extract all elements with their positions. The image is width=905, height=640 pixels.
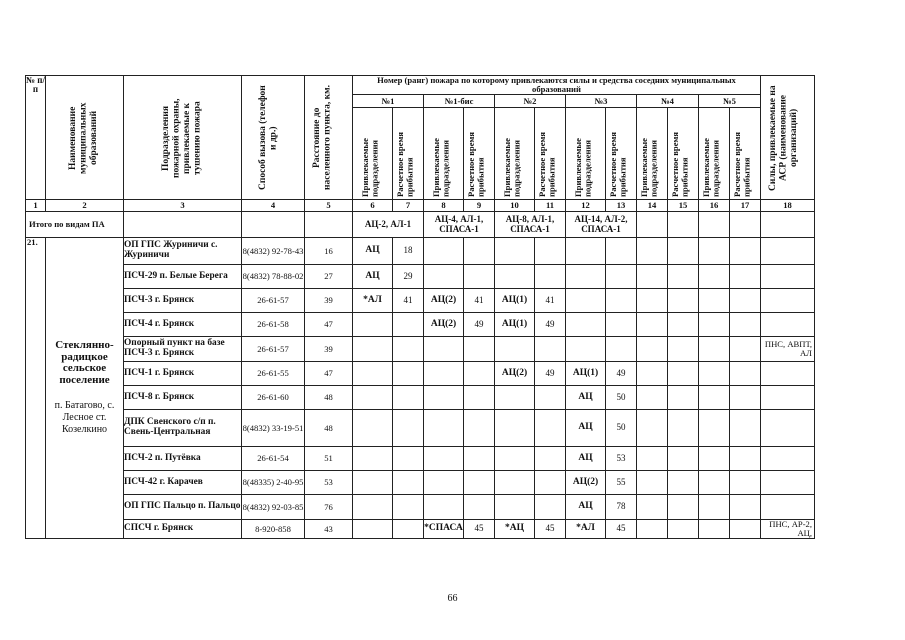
call-method: 8-920-858 (242, 520, 305, 539)
assigned-unit (566, 337, 606, 362)
assigned-unit (699, 447, 730, 471)
assigned-unit (699, 289, 730, 313)
rank-header-1: №1-бис (424, 95, 495, 108)
call-method: 8(48335) 2-40-95 (242, 471, 305, 495)
arrival-time (730, 386, 761, 410)
arrival-time (668, 495, 699, 520)
assigned-unit: *СПАСА (424, 520, 464, 539)
distance: 43 (305, 520, 353, 539)
arrival-time (464, 471, 495, 495)
assigned-unit (566, 313, 606, 337)
arrival-time: 50 (606, 410, 637, 447)
column-number: 8 (424, 200, 464, 212)
asr-forces (761, 313, 815, 337)
arrival-time: 29 (393, 265, 424, 289)
assigned-unit (353, 337, 393, 362)
assigned-unit: АЦ (566, 495, 606, 520)
distance: 47 (305, 362, 353, 386)
assigned-unit (424, 386, 464, 410)
unit-name: ДПК Свенского с/п п. Свень-Центральная (124, 410, 242, 447)
arrival-time (668, 313, 699, 337)
distance: 39 (305, 337, 353, 362)
totals-label: Итого по видам ПА (26, 212, 124, 238)
table-row (26, 289, 815, 313)
assigned-unit (566, 238, 606, 265)
arrival-time: 41 (535, 289, 566, 313)
assigned-unit: АЦ(2) (424, 313, 464, 337)
call-method: 26-61-58 (242, 313, 305, 337)
arrival-time (393, 520, 424, 539)
column-number: 10 (495, 200, 535, 212)
column-number: 12 (566, 200, 606, 212)
group-number: 21. (26, 238, 46, 539)
call-method: 8(4832) 78-88-02 (242, 265, 305, 289)
arrival-time (464, 238, 495, 265)
sub-header-time: Расчетное время прибытия (730, 108, 761, 200)
assigned-unit (353, 520, 393, 539)
sub-header-time: Расчетное время прибытия (464, 108, 495, 200)
call-method: 26-61-54 (242, 447, 305, 471)
arrival-time (535, 238, 566, 265)
asr-forces (761, 238, 815, 265)
arrival-time (668, 410, 699, 447)
assigned-unit: АЦ (566, 410, 606, 447)
asr-forces (761, 447, 815, 471)
assigned-unit (637, 410, 668, 447)
arrival-time (606, 265, 637, 289)
unit-name: ПСЧ-4 г. Брянск (124, 313, 242, 337)
arrival-time (393, 495, 424, 520)
column-number: 4 (242, 200, 305, 212)
column-number: 6 (353, 200, 393, 212)
distance: 53 (305, 471, 353, 495)
arrival-time: 49 (535, 313, 566, 337)
unit-name: ОП ГПС Пальцо п. Пальцо (124, 495, 242, 520)
sub-header-units: Привлекаемые подразделения (637, 108, 668, 200)
assigned-unit (495, 265, 535, 289)
header-num: № п/п (26, 76, 46, 200)
sub-header-units: Привлекаемые подразделения (699, 108, 730, 200)
assigned-unit (637, 265, 668, 289)
assigned-unit (353, 362, 393, 386)
unit-name: ПСЧ-3 г. Брянск (124, 289, 242, 313)
arrival-time (668, 471, 699, 495)
table-row (26, 337, 815, 362)
arrival-time: 41 (393, 289, 424, 313)
assigned-unit: АЦ(2) (566, 471, 606, 495)
arrival-time (730, 520, 761, 539)
arrival-time (730, 313, 761, 337)
assigned-unit (424, 447, 464, 471)
assigned-unit (424, 410, 464, 447)
assigned-unit (637, 238, 668, 265)
unit-name: ОП ГПС Журиничи с. Журиничи (124, 238, 242, 265)
distance: 39 (305, 289, 353, 313)
assigned-unit: *АЛ (353, 289, 393, 313)
arrival-time: 55 (606, 471, 637, 495)
table-row (26, 313, 815, 337)
assigned-unit (637, 362, 668, 386)
rank-header-5: №5 (699, 95, 761, 108)
arrival-time (730, 337, 761, 362)
arrival-time (668, 362, 699, 386)
municipality-title: Стеклянно-радицкое сельское поселение (55, 338, 114, 386)
rank-header-3: №3 (566, 95, 637, 108)
call-method: 26-61-57 (242, 337, 305, 362)
arrival-time (606, 313, 637, 337)
rank-header-4: №4 (637, 95, 699, 108)
call-method: 26-61-60 (242, 386, 305, 410)
table-row (26, 386, 815, 410)
assigned-unit (495, 410, 535, 447)
assigned-unit: АЦ (566, 447, 606, 471)
header-muni: Наименование муниципальных образований (46, 76, 124, 200)
assigned-unit (353, 447, 393, 471)
sub-header-units: Привлекаемые подразделения (495, 108, 535, 200)
assigned-unit (699, 495, 730, 520)
arrival-time (393, 471, 424, 495)
assigned-unit (424, 495, 464, 520)
unit-name: СПСЧ г. Брянск (124, 520, 242, 539)
assigned-unit (495, 337, 535, 362)
arrival-time (464, 362, 495, 386)
distance: 48 (305, 410, 353, 447)
assigned-unit (424, 238, 464, 265)
sub-header-time: Расчетное время прибытия (535, 108, 566, 200)
column-number: 5 (305, 200, 353, 212)
asr-forces: ПНС, АР-2, АЦ, (761, 520, 815, 539)
table-row (26, 362, 815, 386)
assigned-unit (637, 520, 668, 539)
arrival-time (730, 471, 761, 495)
distance: 16 (305, 238, 353, 265)
assigned-unit: АЦ (353, 238, 393, 265)
assigned-unit (637, 289, 668, 313)
assigned-unit (353, 313, 393, 337)
arrival-time: 50 (606, 386, 637, 410)
table-row (26, 447, 815, 471)
arrival-time (535, 337, 566, 362)
arrival-time: 45 (535, 520, 566, 539)
assigned-unit (699, 471, 730, 495)
arrival-time: 18 (393, 238, 424, 265)
totals-rank3: АЦ-14, АЛ-2, СПАСА-1 (566, 212, 637, 238)
arrival-time (668, 265, 699, 289)
arrival-time: 41 (464, 289, 495, 313)
assigned-unit (699, 386, 730, 410)
totals-rank2: АЦ-8, АЛ-1, СПАСА-1 (495, 212, 566, 238)
assigned-unit (637, 386, 668, 410)
assigned-unit (424, 471, 464, 495)
assigned-unit (699, 520, 730, 539)
header-rank-title: Номер (ранг) пожара по которому привлекаются силы и средства соседних муниципальных образований (353, 76, 761, 95)
assigned-unit (424, 337, 464, 362)
arrival-time (730, 447, 761, 471)
arrival-time: 49 (535, 362, 566, 386)
asr-forces: ПНС, АВПТ, АЛ (761, 337, 815, 362)
call-method: 26-61-57 (242, 289, 305, 313)
assigned-unit (495, 386, 535, 410)
plan-table (25, 75, 815, 539)
assigned-unit: АЦ(2) (495, 362, 535, 386)
arrival-time (393, 362, 424, 386)
arrival-time (535, 265, 566, 289)
settlements: п. Батагово, с. Лесное ст. Козелкино (54, 400, 115, 436)
assigned-unit: АЦ(2) (424, 289, 464, 313)
table-row (26, 265, 815, 289)
table-row (26, 495, 815, 520)
arrival-time: 45 (464, 520, 495, 539)
totals-rank1bis: АЦ-4, АЛ-1, СПАСА-1 (424, 212, 495, 238)
column-number: 11 (535, 200, 566, 212)
assigned-unit: *АЦ (495, 520, 535, 539)
asr-forces (761, 410, 815, 447)
assigned-unit (637, 337, 668, 362)
arrival-time (393, 313, 424, 337)
arrival-time (464, 410, 495, 447)
assigned-unit (424, 362, 464, 386)
arrival-time (464, 337, 495, 362)
column-number: 17 (730, 200, 761, 212)
arrival-time (464, 495, 495, 520)
unit-name: ПСЧ-42 г. Карачев (124, 471, 242, 495)
header-units: Подразделения пожарной охраны, привлекаемые к тушению пожара (124, 76, 242, 200)
column-number: 9 (464, 200, 495, 212)
municipality-name (46, 238, 124, 539)
assigned-unit (353, 495, 393, 520)
arrival-time (668, 386, 699, 410)
assigned-unit: АЦ(1) (566, 362, 606, 386)
distance: 48 (305, 386, 353, 410)
column-number: 16 (699, 200, 730, 212)
asr-forces (761, 495, 815, 520)
arrival-time (464, 265, 495, 289)
distance: 51 (305, 447, 353, 471)
arrival-time (464, 447, 495, 471)
assigned-unit (353, 471, 393, 495)
arrival-time: 78 (606, 495, 637, 520)
arrival-time (393, 410, 424, 447)
call-method: 8(4832) 92-78-43 (242, 238, 305, 265)
arrival-time: 49 (606, 362, 637, 386)
column-number: 7 (393, 200, 424, 212)
rank-header-2: №2 (495, 95, 566, 108)
unit-name: ПСЧ-1 г. Брянск (124, 362, 242, 386)
arrival-time (606, 337, 637, 362)
column-number: 2 (46, 200, 124, 212)
arrival-time (393, 386, 424, 410)
call-method: 8(4832) 33-19-51 (242, 410, 305, 447)
arrival-time (730, 265, 761, 289)
asr-forces (761, 362, 815, 386)
table-row (26, 520, 815, 539)
header-dist: Расстояние до населенного пункта, км. (305, 76, 353, 200)
assigned-unit (699, 238, 730, 265)
arrival-time (535, 410, 566, 447)
arrival-time (393, 337, 424, 362)
arrival-time (393, 447, 424, 471)
unit-name: ПСЧ-8 г. Брянск (124, 386, 242, 410)
unit-name: ПСЧ-29 п. Белые Берега (124, 265, 242, 289)
unit-name: ПСЧ-2 п. Путёвка (124, 447, 242, 471)
page-number: 66 (447, 593, 458, 604)
column-number: 1 (26, 200, 46, 212)
header-asr: Силы, привлекаемые на АСР (наименование организаций) (761, 76, 815, 200)
arrival-time (668, 337, 699, 362)
arrival-time (730, 410, 761, 447)
arrival-time: 53 (606, 447, 637, 471)
arrival-time (730, 238, 761, 265)
assigned-unit (495, 238, 535, 265)
assigned-unit: АЦ (566, 386, 606, 410)
assigned-unit (637, 471, 668, 495)
assigned-unit: АЦ (353, 265, 393, 289)
arrival-time (668, 447, 699, 471)
assigned-unit (699, 265, 730, 289)
arrival-time (730, 362, 761, 386)
assigned-unit (566, 289, 606, 313)
sub-header-units: Привлекаемые подразделения (353, 108, 393, 200)
column-number: 13 (606, 200, 637, 212)
unit-name: Опорный пункт на базе ПСЧ-3 г. Брянск (124, 337, 242, 362)
call-method: 8(4832) 92-03-85 (242, 495, 305, 520)
assigned-unit (353, 386, 393, 410)
assigned-unit (353, 410, 393, 447)
arrival-time (606, 289, 637, 313)
assigned-unit (637, 313, 668, 337)
arrival-time (730, 289, 761, 313)
assigned-unit (699, 337, 730, 362)
asr-forces (761, 265, 815, 289)
assigned-unit: АЦ(1) (495, 289, 535, 313)
asr-forces (761, 471, 815, 495)
table-row (26, 410, 815, 447)
assigned-unit (566, 265, 606, 289)
arrival-time: 45 (606, 520, 637, 539)
assigned-unit: АЦ(1) (495, 313, 535, 337)
assigned-unit (699, 410, 730, 447)
sub-header-time: Расчетное время прибытия (606, 108, 637, 200)
table-row (26, 238, 815, 265)
sub-header-units: Привлекаемые подразделения (424, 108, 464, 200)
call-method: 26-61-55 (242, 362, 305, 386)
arrival-time: 49 (464, 313, 495, 337)
rank-header-0: №1 (353, 95, 424, 108)
asr-forces (761, 386, 815, 410)
assigned-unit (637, 495, 668, 520)
column-number: 18 (761, 200, 815, 212)
assigned-unit (637, 447, 668, 471)
arrival-time (535, 495, 566, 520)
arrival-time (535, 386, 566, 410)
arrival-time (464, 386, 495, 410)
asr-forces (761, 289, 815, 313)
arrival-time (606, 238, 637, 265)
column-number: 14 (637, 200, 668, 212)
sub-header-time: Расчетное время прибытия (393, 108, 424, 200)
distance: 76 (305, 495, 353, 520)
sub-header-units: Привлекаемые подразделения (566, 108, 606, 200)
header-call: Способ вызова (телефон и др.) (242, 76, 305, 200)
assigned-unit (495, 495, 535, 520)
distance: 47 (305, 313, 353, 337)
arrival-time (668, 520, 699, 539)
sub-header-time: Расчетное время прибытия (668, 108, 699, 200)
column-number: 3 (124, 200, 242, 212)
arrival-time (730, 495, 761, 520)
assigned-unit (699, 362, 730, 386)
assigned-unit (495, 471, 535, 495)
arrival-time (668, 238, 699, 265)
assigned-unit (699, 313, 730, 337)
arrival-time (668, 289, 699, 313)
totals-rank1: АЦ-2, АЛ-1 (353, 212, 424, 238)
assigned-unit (424, 265, 464, 289)
arrival-time (535, 471, 566, 495)
assigned-unit (495, 447, 535, 471)
arrival-time (535, 447, 566, 471)
table-row (26, 471, 815, 495)
distance: 27 (305, 265, 353, 289)
column-number: 15 (668, 200, 699, 212)
assigned-unit: *АЛ (566, 520, 606, 539)
